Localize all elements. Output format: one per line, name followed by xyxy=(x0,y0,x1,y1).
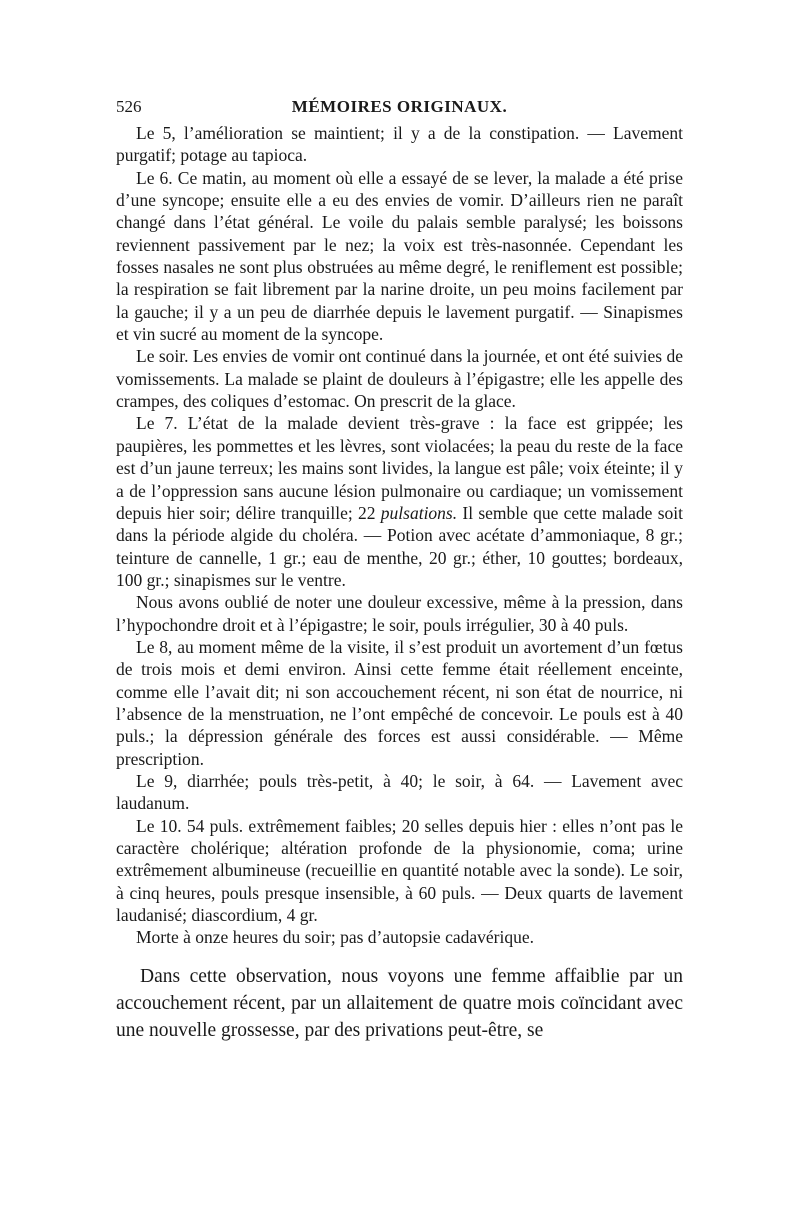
paragraph-day-6: Le 6. Ce matin, au moment où elle a essayé de se lever, la malade a été prise d’une syncope; ensuite elle a eu des envies de vomir. D’ailleurs rien ne paraît changé dans l’état général. Le voile du palais semble paralysé; les boissons reviennent passivement par le nez; la voix est très-nasonnée. Cependant les fosses nasales ne sont plus obstruées au même degré, le reniflement est possible; la respiration se fait librement par la narine droite, un peu moins facilement par la gauche; il y a un peu de diarrhée depuis le lavement purgatif. — Sinapismes et vin sucré au moment de la syncope. xyxy=(116,167,683,345)
paragraph-day-7-italic: pulsations. xyxy=(380,502,458,523)
body-text xyxy=(116,122,683,1044)
running-title: MÉMOIRES ORIGINAUX. xyxy=(291,97,508,116)
page-number: 526 xyxy=(116,97,142,116)
paragraph-day-7 xyxy=(116,412,683,591)
paragraph-death: Morte à onze heures du soir; pas d’autopsie cadavérique. xyxy=(136,927,534,948)
paragraph-day-10: Le 10. 54 puls. extrêmement faibles; 20 selles depuis hier : elles n’ont pas le caractère cholérique; altération profonde de la physionomie, coma; urine extrêmement albumineuse (recueillie en quantité notable avec la sonde). Le soir, à cinq heures, pouls presque insensible, à 60 puls. — Deux quarts de lavement laudanisé; diascordium, 4 gr. xyxy=(116,815,683,926)
paragraph-evening: Le soir. Les envies de vomir ont continué dans la journée, et ont été suivies de vomissements. La malade se plaint de douleurs à l’épigastre; elle les appelle des crampes, des coliques d’estomac. On prescrit de la glace. xyxy=(116,346,683,412)
paragraph-discussion: Dans cette observation, nous voyons une femme affaiblie par un accouchement récent, par un allaitement de quatre mois coïncidant avec une nouvelle grossesse, par des privations peut-être, se xyxy=(116,965,683,1041)
paragraph-day-9: Le 9, diarrhée; pouls très-petit, à 40; le soir, à 64. — Lavement avec laudanum. xyxy=(116,770,683,814)
paragraph-day-7-text: Le 7. L’état de la malade devient très-grave : la face est grippée; les paupières, les pommettes et les lèvres, sont violacées; la peau du reste de la face est d’un jaune terreux; les mains sont livides, la langue est pâle; voix éteinte; il y a de l’oppression sans aucune lésion pulmonaire ou cardiaque; un vomissement depuis hier soir; délire tranquille; 22 xyxy=(116,413,683,523)
paragraph-day-5: Le 5, l’amélioration se maintient; il y a de la constipation. — Lavement purgatif; potage au tapioca. xyxy=(116,123,683,166)
paragraph-day-8: Le 8, au moment même de la visite, il s’est produit un avortement d’un fœtus de trois mois et demi environ. Ainsi cette femme était réellement enceinte, comme elle l’avait dit; ni son accouchement récent, ni son état de nourrice, ni l’absence de la menstruation, ne l’ont empêché de concevoir. Le pouls est à 40 puls.; la dépression générale des forces est aussi considérable. — Même prescription. xyxy=(116,636,683,769)
page-header xyxy=(116,94,683,120)
paragraph-note: Nous avons oublié de noter une douleur excessive, même à la pression, dans l’hypochondre droit et à l’épigastre; le soir, pouls irrégulier, 30 à 40 puls. xyxy=(116,592,683,635)
paragraph-day-7-text-end: Il semble que cette malade soit dans la période algide du choléra. — Potion avec acétate d’ammoniaque, 8 gr.; teinture de cannelle, 1 gr.; eau de menthe, 20 gr.; éther, 10 gouttes; bordeaux, 100 gr.; sinapismes sur le ventre. xyxy=(116,502,683,590)
document-page xyxy=(116,94,683,1044)
